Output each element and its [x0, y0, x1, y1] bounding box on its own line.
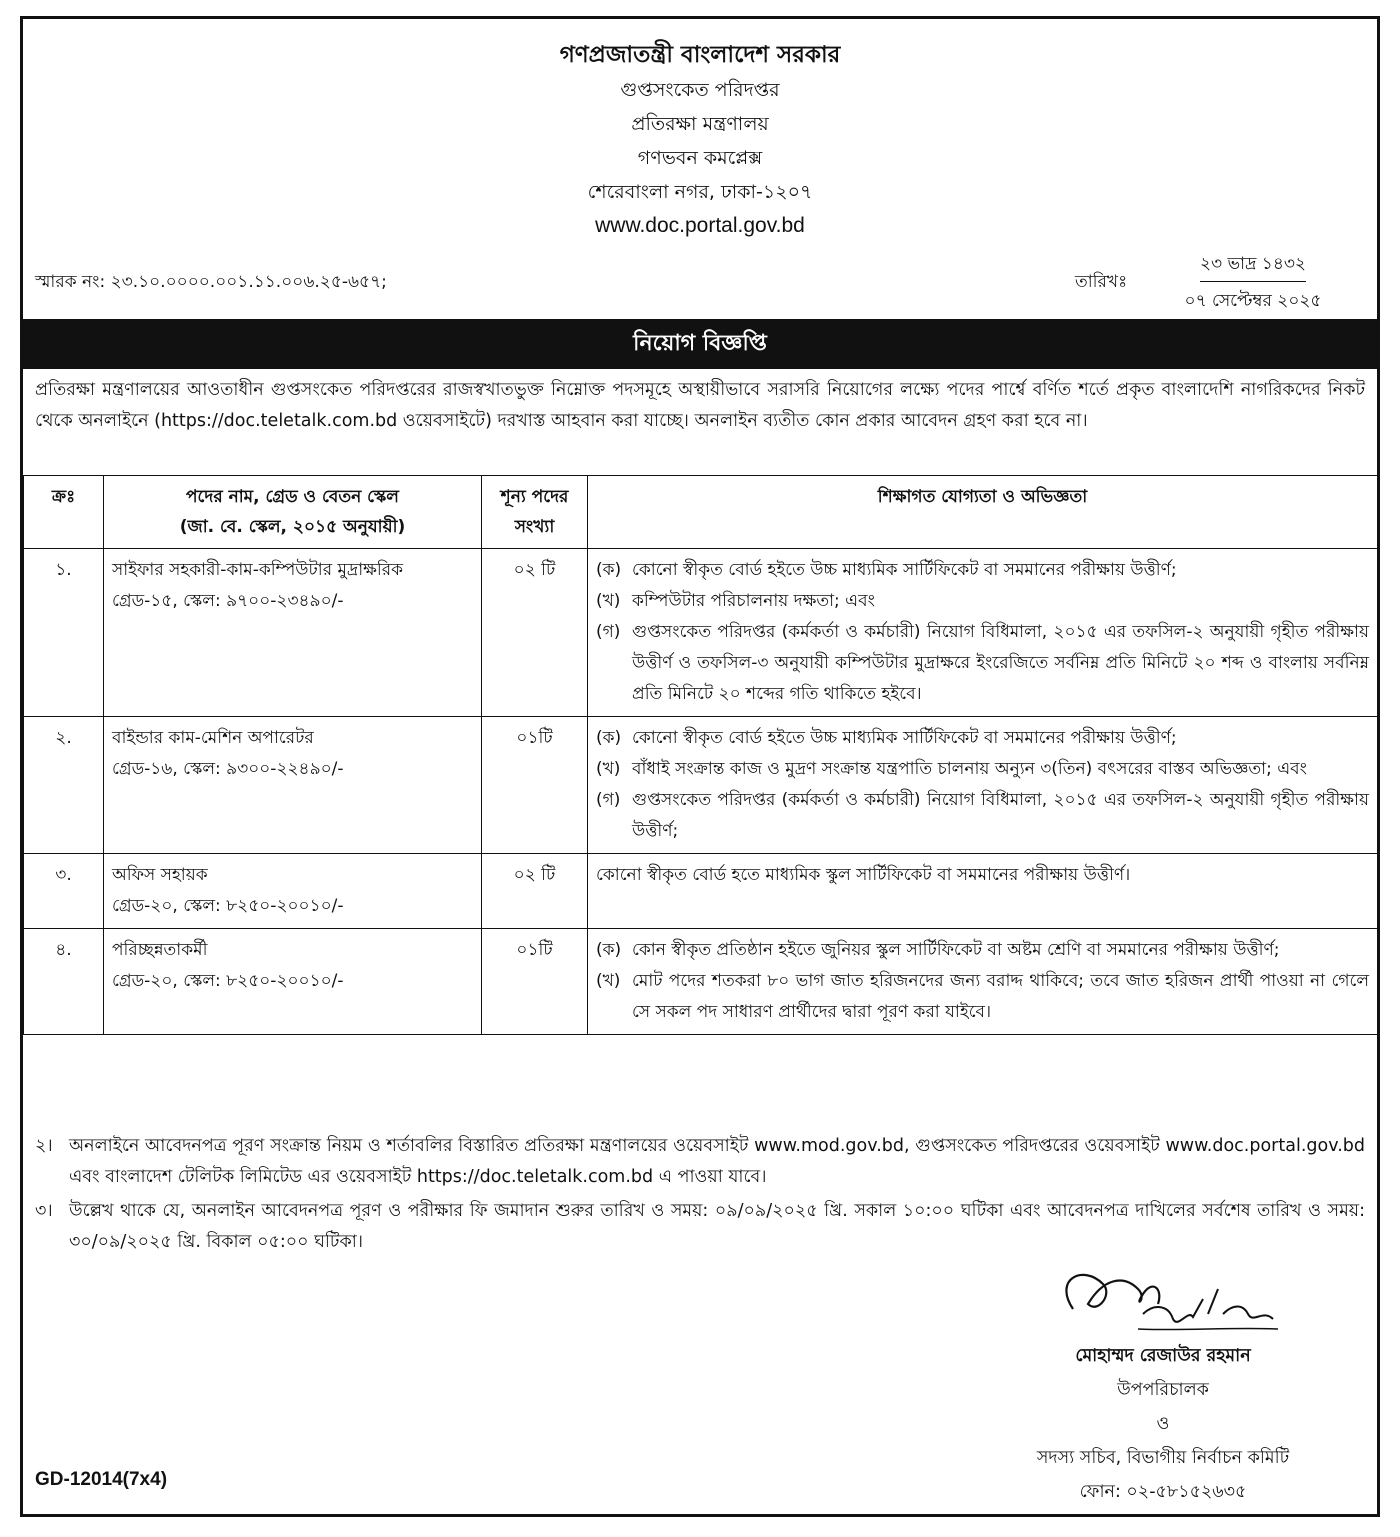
post-name: সাইফার সহকারী-কাম-কম্পিউটার মুদ্রাক্ষরিক	[112, 560, 404, 580]
qualification-mark: (গ)	[596, 622, 621, 642]
post-grade: গ্রেড-২০, স্কেল: ৮২৫০-২০০১০/-	[112, 971, 344, 991]
row-post	[104, 717, 482, 854]
post-name: পরিচ্ছন্নতাকর্মী	[112, 940, 208, 960]
government-title: গণপ্রজাতন্ত্রী বাংলাদেশ সরকার	[559, 42, 841, 68]
qualification-text: কোন স্বীকৃত প্রতিষ্ঠান হইতে জুনিয়র স্কুল সার্টিফিকেট বা অষ্টম শ্রেণি বা সমমানের পরীক্ষায় উত্তীর্ণ;	[632, 940, 1280, 960]
table-row	[24, 549, 1378, 717]
qualification-mark: (গ)	[596, 790, 621, 810]
qualification-mark: (ক)	[596, 560, 622, 580]
complex-name: গণভবন কমপ্লেক্স	[637, 147, 763, 169]
row-serial: ১.	[24, 549, 104, 717]
qualification-text: গুপ্তসংকেত পরিদপ্তর (কর্মকর্তা ও কর্মচারী) নিয়োগ বিধিমালা, ২০১৫ এর তফসিল-২ অনুযায়ী গৃহীত পরীক্ষায় উত্তীর্ণ ও তফসিল-৩ অনুযায়ী কম্পিউটার মুদ্রাক্ষরে ইংরেজিতে সর্বনিম্ন প্রতি মিনিটে ২০ শব্দ ও বাংলায় সর্বনিম্ন প্রতি মিনিটে ২০ শব্দের গতি থাকিতে হইবে।	[632, 622, 1369, 704]
post-name: বাইন্ডার কাম-মেশিন অপারেটর	[112, 728, 314, 748]
memo-number: স্মারক নং: ২৩.১০.০০০০.০০১.১১.০০৬.২৫-৬৫৭;	[35, 272, 387, 292]
qualification-text: কোনো স্বীকৃত বোর্ড হইতে উচ্চ মাধ্যমিক সার্টিফিকেট বা সমমানের পরীক্ষায় উত্তীর্ণ;	[632, 560, 1177, 580]
intro-paragraph: প্রতিরক্ষা মন্ত্রণালয়ের আওতাধীন গুপ্তসংকেত পরিদপ্তরের রাজস্বখাতভুক্ত নিম্নোক্ত পদসমূহে অস্থায়ীভাবে সরাসরি নিয়োগের লক্ষ্যে পদের পার্শ্বে বর্ণিত শর্তে প্রকৃত বাংলাদেশি নাগরিকদের নিকট থেকে অনলাইনে (https://doc.teletalk.com.bd ওয়েবসাইটে) দরখাস্ত আহবান করা যাচ্ছে। অনলাইন ব্যতীত কোন প্রকার আবেদন গ্রহণ করা হবে না।	[35, 380, 1365, 431]
qualification-item	[596, 617, 1369, 710]
qualification-item	[596, 723, 1369, 754]
row-serial: ৪.	[24, 929, 104, 1035]
row-post	[104, 929, 482, 1035]
qualification-text: বাঁধাই সংক্রান্ত কাজ ও মুদ্রণ সংক্রান্ত যন্ত্রপাতি চালনায় অন্যুন ৩(তিন) বৎসরের বাস্তব অভিজ্ঞতা; এবং	[632, 759, 1307, 779]
signatory-designation: উপপরিচালক	[1117, 1380, 1209, 1400]
qualification-mark: (ক)	[596, 728, 622, 748]
qualification-item	[596, 860, 1369, 891]
qualification-item	[596, 935, 1369, 966]
signatory-conjunction: ও	[1156, 1414, 1170, 1434]
qualification-mark: (খ)	[596, 971, 621, 991]
row-serial: ২.	[24, 717, 104, 854]
row-qualifications	[588, 854, 1378, 929]
row-post	[104, 854, 482, 929]
header-vacancy: শূন্য পদের সংখ্যা	[482, 476, 588, 549]
table-row	[24, 717, 1378, 854]
row-qualifications	[588, 717, 1378, 854]
row-qualifications	[588, 549, 1378, 717]
row-post	[104, 549, 482, 717]
header-serial: ক্রঃ	[24, 476, 104, 549]
qualification-item	[596, 754, 1369, 785]
qualification-text: কম্পিউটার পরিচালনায় দক্ষতা; এবং	[632, 591, 875, 611]
post-grade: গ্রেড-১৫, স্কেল: ৯৭০০-২৩৪৯০/-	[112, 591, 344, 611]
date-english: ০৭ সেপ্টেম্বর ২০২৫	[1184, 291, 1322, 311]
qualification-mark: (খ)	[596, 759, 621, 779]
qualification-item	[596, 586, 1369, 617]
signatory-block	[983, 1339, 1343, 1509]
signatory-role: সদস্য সচিব, বিভাগীয় নির্বাচন কমিটি	[1036, 1448, 1290, 1468]
notes	[35, 1131, 1365, 1261]
header-post: পদের নাম, গ্রেড ও বেতন স্কেল (জা. বে. স্কেল, ২০১৫ অনুযায়ী)	[104, 476, 482, 549]
website-link[interactable]: www.doc.portal.gov.bd	[595, 214, 805, 237]
qualification-mark: (খ)	[596, 591, 621, 611]
posts-table	[23, 475, 1378, 1035]
row-vacancy: ০১টি	[482, 717, 588, 854]
qualification-item	[596, 966, 1369, 1028]
header	[23, 37, 1377, 243]
gd-code: GD-12014(7x4)	[35, 1469, 168, 1490]
row-serial: ৩.	[24, 854, 104, 929]
ministry-name: প্রতিরক্ষা মন্ত্রণালয়	[631, 113, 769, 135]
table-header-row	[24, 476, 1378, 549]
note-item: ৩। উল্লেখ থাকে যে, অনলাইন আবেদনপত্র পূরণ ও পরীক্ষার ফি জমাদান শুরুর তারিখ ও সময়: ০৯/০৯/২০২৫ খ্রি. সকাল ১০:০০ ঘটিকা এবং আবেদনপত্র দাখিলের সর্বশেষ তারিখ ও সময়: ৩০/০৯/২০২৫ খ্রি. বিকাল ০৫:০০ ঘটিকা।	[35, 1201, 1365, 1252]
qualification-text: কোনো স্বীকৃত বোর্ড হইতে উচ্চ মাধ্যমিক সার্টিফিকেট বা সমমানের পরীক্ষায় উত্তীর্ণ;	[632, 728, 1177, 748]
qualification-mark: (ক)	[596, 940, 622, 960]
post-name: অফিস সহায়ক	[112, 865, 208, 885]
qualification-item	[596, 555, 1369, 586]
qualification-text: মোট পদের শতকরা ৮০ ভাগ জাত হরিজনদের জন্য বরাদ্দ থাকিবে; তবে জাত হরিজন প্রার্থী পাওয়া না গেলে সে সকল পদ সাধারণ প্রার্থীদের দ্বারা পূরণ করা যাইবে।	[632, 971, 1369, 1022]
notice-frame	[20, 16, 1380, 1517]
row-vacancy: ০১টি	[482, 929, 588, 1035]
date-block	[1163, 251, 1343, 316]
note-item: ২। অনলাইনে আবেদনপত্র পূরণ সংক্রান্ত নিয়ম ও শর্তাবলির বিস্তারিত প্রতিরক্ষা মন্ত্রণালয়ের ওয়েবসাইট www.mod.gov.bd, গুপ্তসংকেত পরিদপ্তরের ওয়েবসাইট www.doc.portal.gov.bd এবং বাংলাদেশ টেলিটক লিমিটেড এর ওয়েবসাইট https://doc.teletalk.com.bd এ পাওয়া যাবে।	[35, 1136, 1365, 1187]
qualification-text: গুপ্তসংকেত পরিদপ্তর (কর্মকর্তা ও কর্মচারী) নিয়োগ বিধিমালা, ২০১৫ এর তফসিল-২ অনুযায়ী গৃহীত পরীক্ষায় উত্তীর্ণ;	[632, 790, 1369, 841]
post-grade: গ্রেড-২০, স্কেল: ৮২৫০-২০০১০/-	[112, 896, 344, 916]
qualification-text: কোনো স্বীকৃত বোর্ড হতে মাধ্যমিক স্কুল সার্টিফিকেট বা সমমানের পরীক্ষায় উত্তীর্ণ।	[596, 865, 1131, 885]
notice-title-banner: নিয়োগ বিজ্ঞপ্তি	[23, 319, 1377, 369]
address: শেরেবাংলা নগর, ঢাকা-১২০৭	[587, 181, 813, 203]
date-label: তারিখঃ	[1075, 272, 1128, 292]
signatory-phone: ফোন: ০২-৫৮১৫২৬৩৫	[1079, 1482, 1247, 1502]
row-vacancy: ০২ টি	[482, 854, 588, 929]
header-qualification: শিক্ষাগত যোগ্যতা ও অভিজ্ঞতা	[588, 476, 1378, 549]
table-row	[24, 929, 1378, 1035]
date-bangla: ২৩ ভাদ্র ১৪৩২	[1200, 251, 1306, 282]
table-row	[24, 854, 1378, 929]
signatory-name: মোহাম্মদ রেজাউর রহমান	[1075, 1346, 1251, 1366]
qualification-item	[596, 785, 1369, 847]
row-qualifications	[588, 929, 1378, 1035]
row-vacancy: ০২ টি	[482, 549, 588, 717]
department-name: গুপ্তসংকেত পরিদপ্তর	[620, 79, 780, 101]
handwritten-signature	[1043, 1259, 1283, 1339]
post-grade: গ্রেড-১৬, স্কেল: ৯৩০০-২২৪৯০/-	[112, 759, 344, 779]
